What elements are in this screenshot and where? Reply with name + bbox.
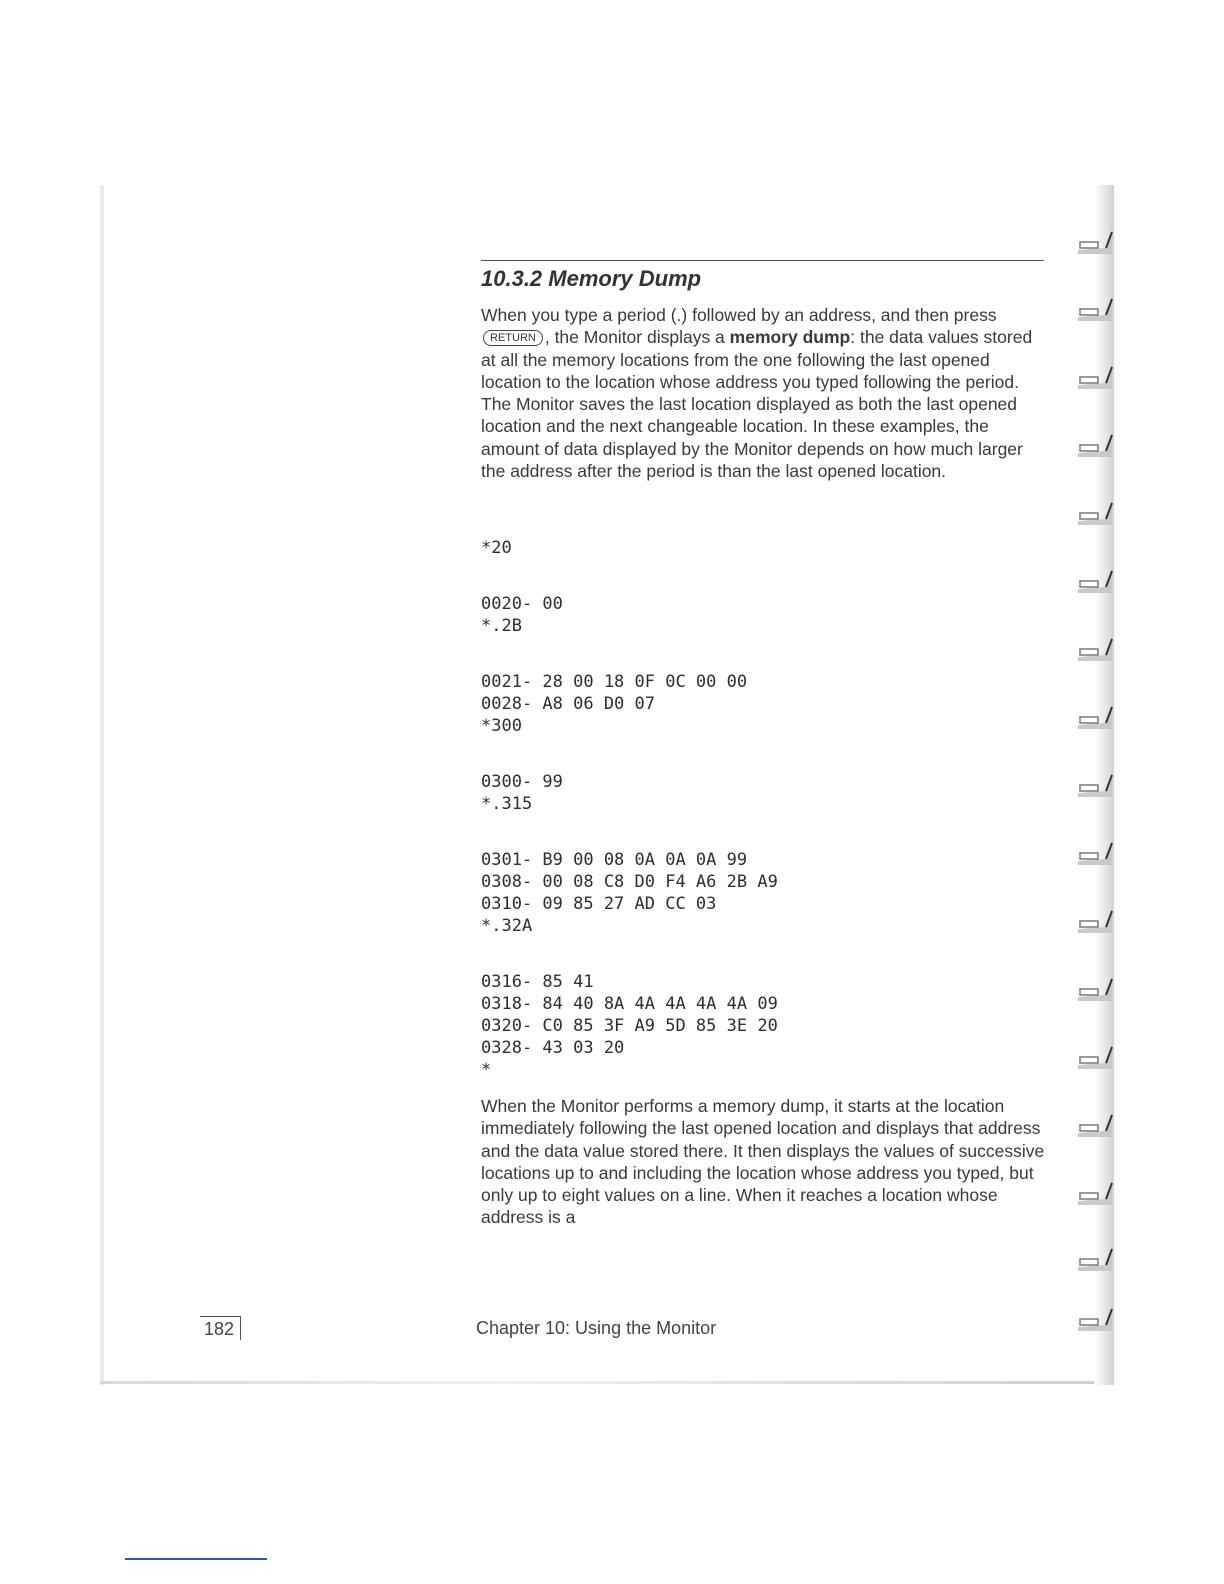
- code-line: 0021- 28 00 18 0F 0C 00 00: [481, 672, 748, 692]
- code-line: *20: [481, 538, 512, 558]
- code-line: 0020- 00: [481, 594, 563, 614]
- code-line: 0301- B9 00 08 0A 0A 0A 99: [481, 850, 748, 870]
- intro-paragraph: [481, 304, 1046, 482]
- memory-dump-term: memory dump: [729, 327, 851, 348]
- code-line: 0316- 85 41: [481, 972, 594, 992]
- chapter-footer: Chapter 10: Using the Monitor: [476, 1318, 717, 1338]
- page-bottom-edge: [100, 1381, 1113, 1384]
- binding-coil-icon: [1076, 773, 1114, 799]
- binding-coil-icon: [1076, 977, 1114, 1003]
- binding-coil-icon: [1076, 637, 1114, 663]
- binding-coil-icon: [1076, 297, 1114, 323]
- code-line: *300: [481, 716, 522, 736]
- binding-coil-icon: [1076, 433, 1114, 459]
- code-line: 0300- 99: [481, 772, 563, 792]
- binding-coil-icon: [1076, 1045, 1114, 1071]
- code-line: 0318- 84 40 8A 4A 4A 4A 4A 09: [481, 994, 778, 1014]
- binding-coil-icon: [1076, 230, 1114, 256]
- spiral-binding: [1062, 185, 1114, 1385]
- code-line: 0308- 00 08 C8 D0 F4 A6 2B A9: [481, 872, 778, 892]
- code-line: 0320- C0 85 3F A9 5D 85 3E 20: [481, 1016, 778, 1036]
- binding-coil-icon: [1076, 1247, 1114, 1273]
- binding-coil-icon: [1076, 1181, 1114, 1207]
- closing-paragraph: When the Monitor performs a memory dump, it starts at the location immediately following the last opened location and displays that address and the data value stored there. It then displays the values of successive locations up to and including the location whose address you typed, but only up to eight values on a line. When it reaches a location whose address is a: [481, 1096, 1045, 1228]
- code-line: *: [481, 1060, 492, 1080]
- page-number: 182: [200, 1316, 241, 1340]
- code-line: 0310- 09 85 27 AD CC 03: [481, 894, 717, 914]
- binding-coil-icon: [1076, 365, 1114, 391]
- bottom-underline: [125, 1558, 267, 1560]
- binding-coil-icon: [1076, 569, 1114, 595]
- binding-coil-icon: [1076, 1113, 1114, 1139]
- intro-text-2: , the Monitor displays a: [544, 327, 725, 348]
- binding-coil-icon: [1076, 909, 1114, 935]
- binding-coil-icon: [1076, 841, 1114, 867]
- page-edge-shadow: [100, 185, 104, 1385]
- intro-text-3: : the data values stored at all the memory locations from the one following the last opened location to the location whose address you typed following the period. The Monitor saves the last location displayed as both the last opened location and the next changeable location. In these examples, the amount of data displayed by the Monitor depends on how much larger the address after the period is than the last opened location.: [481, 327, 1033, 482]
- section-rule: [481, 260, 1044, 261]
- section-title: 10.3.2 Memory Dump: [481, 266, 702, 291]
- code-line: 0028- A8 06 D0 07: [481, 694, 655, 714]
- return-key-glyph: RETURN: [483, 330, 543, 346]
- intro-text-1: When you type a period (.) followed by an address, and then press: [481, 305, 997, 325]
- code-line: *.32A: [481, 916, 533, 936]
- binding-coil-icon: [1076, 705, 1114, 731]
- code-line: *.315: [481, 794, 533, 814]
- code-line: 0328- 43 03 20: [481, 1038, 625, 1058]
- code-line: *.2B: [481, 616, 522, 636]
- binding-coil-icon: [1076, 501, 1114, 527]
- binding-coil-icon: [1076, 1307, 1114, 1333]
